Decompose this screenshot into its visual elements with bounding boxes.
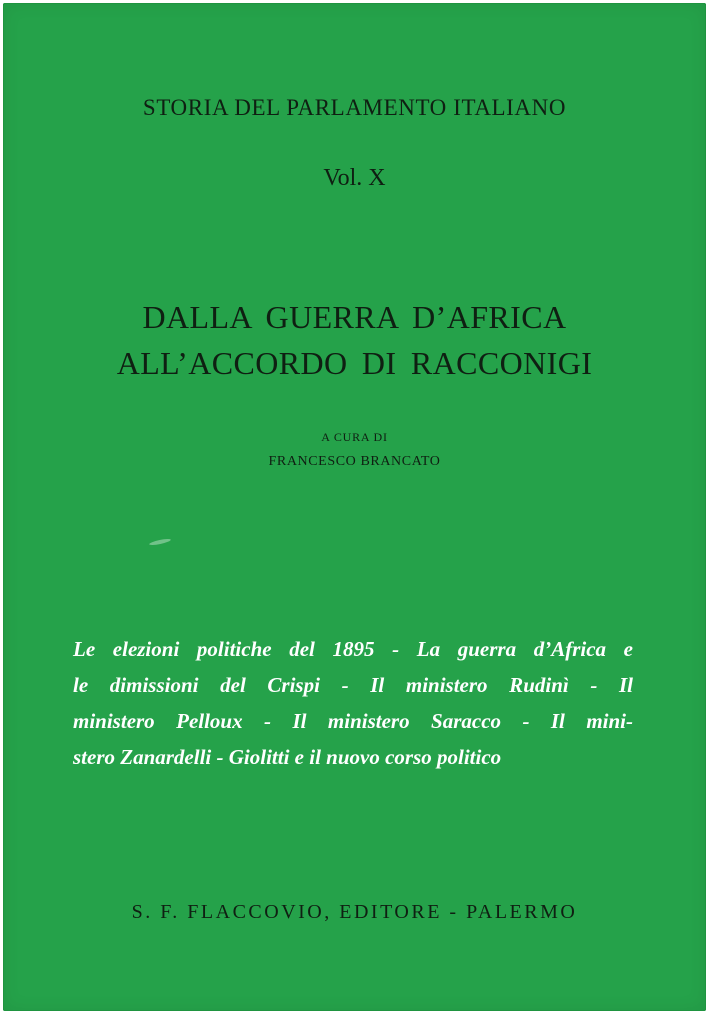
book-title-line-2: ALL’ACCORDO DI RACCONIGI	[116, 345, 593, 381]
contents-line: ministero Pelloux - Il ministero Saracco - Il mini-	[73, 709, 633, 733]
publisher-imprint: S. F. FLACCOVIO, EDITORE - PALERMO	[131, 901, 578, 923]
contents-line: Le elezioni politiche del 1895 - La guerra d’Africa e	[73, 637, 633, 661]
curator-name: FRANCESCO BRANCATO	[268, 454, 441, 469]
volume-number: Vol. X	[323, 165, 386, 191]
contents-line: stero Zanardelli - Giolitti e il nuovo corso politico	[73, 745, 502, 769]
contents-summary	[73, 631, 633, 775]
book-cover	[3, 3, 706, 1011]
curator-label: A CURA DI	[321, 430, 388, 444]
scuff-mark	[149, 538, 171, 546]
contents-line: le dimissioni del Crispi - Il ministero Rudinì - Il	[73, 673, 633, 697]
book-title-line-1: DALLA GUERRA D’AFRICA	[142, 299, 567, 335]
series-title: STORIA DEL PARLAMENTO ITALIANO	[142, 95, 567, 120]
